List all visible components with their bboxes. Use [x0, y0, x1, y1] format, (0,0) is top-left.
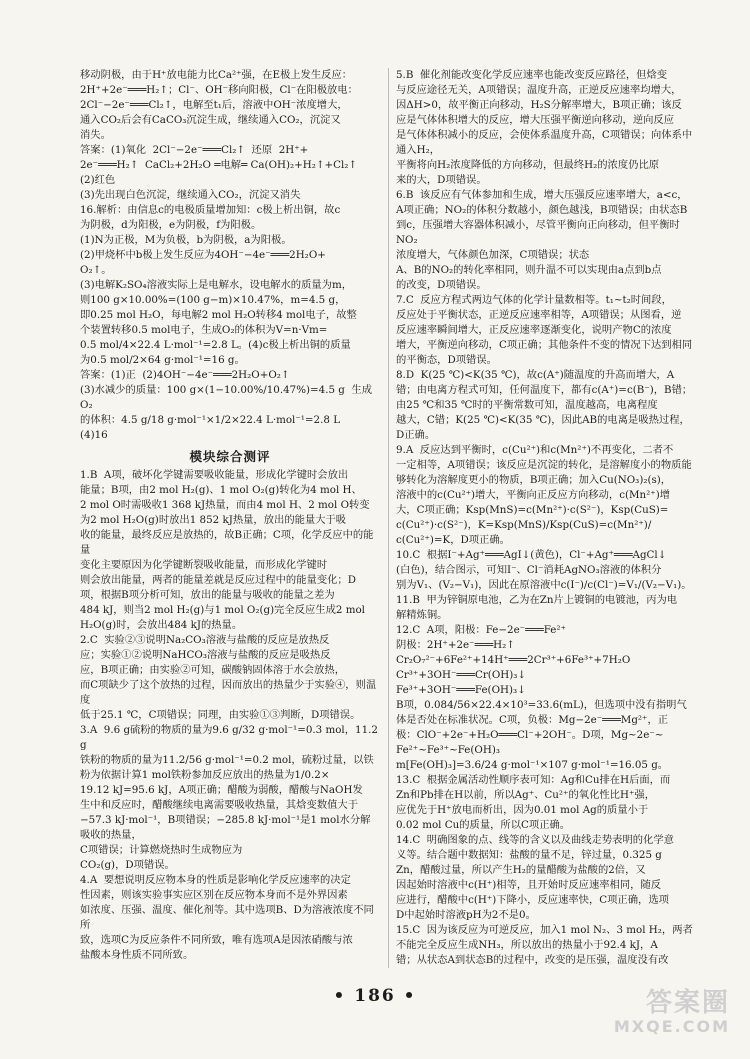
text-line: 1.B A项，破坏化学键需要吸收能量，形成化学键时会放出 [80, 469, 349, 481]
text-line: A项正确；NO₂的体积分数越小，颜色越浅，B项错误；由状态B [396, 204, 688, 216]
section-title: 模块综合测评 [189, 449, 271, 464]
text-line: 2e⁻═══H₂↑ CaCl₂+2H₂O ═电解═ Ca(OH)₂+H₂↑+Cl₂↑ [80, 159, 358, 171]
text-line: 生中和反应时，醋酸继续电离需要吸收热量，其焓变数值大于 [80, 799, 359, 811]
text-line: 大，C项正确；Ksp(MnS)=c(Mn²⁺)·c(S²⁻)，Ksp(CuS)= [396, 504, 669, 516]
text-line: 的体积：4.5 g/18 g·mol⁻¹×1/2×22.4 L·mol⁻¹=2.8 L [80, 414, 341, 426]
text-line: (2)红色 [80, 174, 116, 186]
text-line: 由25 ℃和35 ℃时的平衡常数可知，温度越高，电离程度 [396, 399, 658, 411]
text-line: 极：ClO⁻+2e⁻+H₂O═══Cl⁻+2OH⁻。D项，Mg~2e⁻~ [396, 729, 664, 741]
text-line: 15.C 因为该反应为可逆反应，加入1 mol N₂、3 mol H₂，两者 [396, 924, 693, 936]
text-line: B项，0.084/56×22.4×10³=33.6(mL)，但选项中没有指明气 [396, 699, 687, 711]
text-line: 因ΔH>0，故平衡正向移动，H₂S分解率增大，B项正确；该反 [396, 99, 682, 111]
text-line: (3)电解K₂SO₄溶液实际上是电解水，设电解水的质量为m， [80, 279, 353, 291]
text-line: c(Cu²⁺)·c(S²⁻)，K=Ksp(MnS)/Ksp(CuS)=c(Mn²⁺)/ [396, 519, 652, 531]
text-line: D正确。 [396, 429, 436, 441]
text-line: (2)甲烧杯中b极上发生反应为4OH⁻−4e⁻═══2H₂O+ [80, 249, 326, 261]
text-line: 19.12 kJ=95.6 kJ，A项正确；醋酸为弱酸，醋酸与NaOH发 [80, 784, 363, 796]
text-line: 致，选项C为反应条件不同所致，唯有选项A是因浓硝酸与浓 [80, 934, 353, 946]
text-line: 即0.25 mol H₂O，每电解2 mol H₂O转移4 mol电子，故整 [80, 309, 357, 321]
column-divider [388, 68, 389, 968]
text-line: H₂O(g)时，会放出484 kJ的热量。 [80, 619, 243, 631]
text-line: 不能完全反应生成NH₃，所以放出的热量小于92.4 kJ，A [396, 939, 658, 951]
text-line: 浓度增大，气体颜色加深，C项错误；状态 [396, 249, 590, 261]
text-line: −57.3 kJ·mol⁻¹，B项错误；−285.8 kJ·mol⁻¹是1 mol水分解吸收的热量， [80, 814, 371, 841]
text-line: 来的大，D项错误。 [396, 174, 487, 186]
text-line: Zn，醋酸过量，所以产生H₂的量醋酸为盐酸的2倍，又 [396, 864, 646, 876]
text-line: 是气体体积减小的反应，会使体系温度升高，C项错误；向体系中通入H₂， [396, 129, 693, 156]
text-line: 与反应途径无关，A项错误；温度升高，正逆反应速率均增大， [396, 84, 682, 96]
watermark-text: 答案圈 [645, 988, 730, 1018]
text-line: 义等。结合题中数据知：盐酸的量不足，锌过量，0.325 g [396, 849, 662, 861]
text-line: 应，B项正确；由实验②可知，碳酸钠固体溶于水会放热， [80, 664, 345, 676]
text-line: 13.C 根据金属活动性顺序表可知：Ag和Cu排在H后面，而 [396, 774, 671, 786]
text-line: 能量；B项，由2 mol H₂(g)、1 mol O₂(g)转化为4 mol H、 [80, 484, 362, 496]
page-number: • 186 • [333, 986, 417, 1006]
text-line: 8.D K(25 ℃)<K(35 ℃)，故c(A⁺)随温度的升高而增大，A [396, 369, 675, 381]
watermark-url: MXQE.COM [613, 1017, 730, 1036]
text-line: 0.02 mol Cu的质量，所以C项正确。 [396, 819, 571, 831]
text-line: 4.A 要想说明反应物本身的性质是影响化学反应速率的决定 [80, 874, 351, 886]
text-line: CO₂(g)，D项错误。 [80, 859, 175, 871]
text-line: Cr₂O₇²⁻+6Fe²⁺+14H⁺═══2Cr³⁺+6Fe³⁺+7H₂O [396, 654, 631, 666]
text-line: 移动阴极，由于H⁺放电能力比Ca²⁺强，在E极上发生反应： [80, 69, 353, 81]
text-line: O₂↑。 [80, 264, 112, 276]
text-line: 则100 g×10.00%=(100 g−m)×10.47%，m=4.5 g， [80, 294, 346, 306]
text-line: 到c，压强增大容器体积减小，尽管平衡向正向移动，但平衡时NO₂ [396, 219, 680, 246]
text-line: (1)N为正极，M为负极，b为阴极，a为阳极。 [80, 234, 292, 246]
text-line: 2.C 实验②③说明Na₂CO₃溶液与盐酸的反应是放热反 [80, 634, 330, 646]
text-line: 错；从状态A到状态B的过程中，改变的是压强，温度没有改 [396, 954, 669, 966]
text-line: 2H⁺+2e⁻═══H₂↑；Cl⁻、OH⁻移向阳极，Cl⁻在阳极放电： [80, 84, 358, 96]
text-line: 12.C A项，阳极：Fe−2e⁻═══Fe²⁺ [396, 624, 566, 636]
text-line: 体是否处在标准状况。C项，负极：Mg−2e⁻═══Mg²⁺，正 [396, 714, 669, 726]
text-line: Zn和Pb排在H以前，所以Ag⁺、Cu²⁺的氧化性比H⁺强， [396, 789, 655, 801]
text-line: 铁粉的物质的量为11.2/56 g·mol⁻¹=0.2 mol，硫粉过量，以铁 [80, 754, 374, 766]
text-line: 阴极：2H⁺+2e⁻═══H₂↑ [396, 639, 515, 651]
text-line: 10.C 根据I⁻+Ag⁺═══AgI↓(黄色)，Cl⁻+Ag⁺═══AgCl↓ [396, 549, 667, 561]
text-line: 一定相等，A项错误；该反应是沉淀的转化，是溶解度小的物质能 [396, 459, 692, 471]
text-line: C项错误；计算燃烧热时生成物应为 [80, 844, 243, 856]
text-line: 增大，平衡逆向移动，C项正确；其他条件不变的情况下达到相同 [396, 339, 693, 351]
text-line: 解精炼铜。 [396, 609, 448, 621]
text-line: 5.B 催化剂能改变化学反应速率也能改变反应路径，但焓变 [396, 69, 668, 81]
text-line: 为0.5 mol/2×64 g·mol⁻¹=16 g。 [80, 354, 245, 366]
text-line: 而C项缺少了这个放热的过程，因而放出的热量少于实验④，则温度 [80, 679, 377, 706]
text-line: 2 mol O时需吸收1 368 kJ热量，而由4 mol H、2 mol O转变 [80, 499, 370, 511]
text-line: 应；实验①②说明NaHCO₃溶液与盐酸的反应是吸热反 [80, 649, 331, 661]
text-line: 484 kJ，则当2 mol H₂(g)与1 mol O₂(g)完全反应生成2 mol [80, 604, 365, 616]
left-column [80, 68, 380, 963]
text-line: 反应速率瞬间增大，正反应速率逐渐变化，说明产物C的浓度 [396, 324, 672, 336]
text-line: 别为V₁、(V₂−V₁)，因此在原溶液中c(I⁻)/c(Cl⁻)=V₁/(V₂−V₁)。 [396, 579, 692, 591]
text-line: 项，根据B项分析可知，放出的能量与吸收的能量之差为 [80, 589, 335, 601]
text-line: 9.A 反应达到平衡时，c(Cu²⁺)和c(Mn²⁺)不再变化，二者不 [396, 444, 674, 456]
text-line: 越大，C错；K(25 ℃)<K(35 ℃)，因此AB的电离是吸热过程， [396, 414, 690, 426]
text-line: 答案：(1)正 (2)4OH⁻−4e⁻═══2H₂O+O₂↑ [80, 369, 290, 381]
text-line: 则会放出能量，两者的能量差就是反应过程中的能量变化；D [80, 574, 356, 586]
text-line: 变化主要原因为化学键断裂吸收能量，而形成化学键时 [80, 559, 328, 571]
text-line: 14.C 明确图象的点、线等的含义以及曲线走势表明的化学意 [396, 834, 674, 846]
text-line: Fe³⁺+3OH⁻═══Fe(OH)₃↓ [396, 684, 526, 696]
text-line: 错；由电离方程式可知，任何温度下，都有c(A⁺)=c(B⁻)，B错； [396, 384, 693, 396]
text-line: 应优先于H⁺放电而析出，因为0.01 mol Ag的质量小于 [396, 804, 649, 816]
text-line: 3.A 9.6 g硫粉的物质的量为9.6 g/32 g·mol⁻¹=0.3 mol，11.2 g [80, 724, 382, 751]
text-line: A、B的NO₂的转化率相同，则升温不可以实现由a点到b点 [396, 264, 662, 276]
text-line: 为阴极，d为阳极，e为阴极，f为阳极。 [80, 219, 262, 231]
text-line: 16.解析：由信息c的电极质量增加知：c极上析出铜，故c [80, 204, 341, 216]
text-line: Cr³⁺+3OH⁻═══Cr(OH)₃↓ [396, 669, 527, 681]
text-line: 粉为依据计算1 mol铁粉参加反应放出的热量为1/0.2× [80, 769, 330, 781]
text-line: 性因素，则该实验事实应区别在反应物本身而不是外界因素 [80, 889, 348, 901]
right-column [396, 68, 696, 968]
text-line: 6.B 该反应有气体参加和生成，增大压强反应速率增大，a<c， [396, 189, 688, 201]
text-line: 为2 mol H₂O(g)时放出1 852 kJ热量，放出的能量大于吸 [80, 514, 347, 526]
text-line: c(Cu²⁺)=K，D项正确。 [396, 534, 510, 546]
text-line: 11.B 甲为锌铜原电池，乙为在Zn片上镀铜的电镀池，丙为电 [396, 594, 678, 606]
text-line: (3)水减少的质量：100 g×(1−10.00%/10.47%)=4.5 g 生成O₂ [80, 384, 373, 411]
text-line: 应是气体体积增大的反应，增大压强平衡逆向移动，逆向反应 [396, 114, 675, 126]
text-line: 盐酸本身性质不同所致。 [80, 949, 194, 961]
watermark-logo [613, 988, 730, 1039]
text-line: 应进行，醋酸中c(H⁺)下降小，反应速率快，C项正确，选项 [396, 894, 669, 906]
text-line: 如浓度、压强、温度、催化剂等。其中选项B、D为溶液浓度不同所 [80, 904, 374, 931]
text-line: 平衡将向H₂浓度降低的方向移动，但最终H₂的浓度仍比原 [396, 159, 660, 171]
text-line: 的平衡态，D项错误。 [396, 354, 497, 366]
left-top-block [80, 68, 380, 443]
text-line: D中起始时溶液pH为2不是0。 [396, 909, 536, 921]
text-line: 因起始时溶液中c(H⁺)相等，且开始时反应速率相同，随反 [396, 879, 662, 891]
text-line: 低于25.1 ℃，C项错误；同理，由实验①③判断，D项错误。 [80, 709, 361, 721]
text-line: 2Cl⁻−2e⁻═══Cl₂↑，电解至t₁后，溶液中OH⁻浓度增大， [80, 99, 348, 111]
text-line: (白色)，结合图示，可知I⁻、Cl⁻消耗AgNO₃溶液的体积分 [396, 564, 662, 576]
text-line: 反应处于平衡状态，正逆反应速率相等，A项错误；从图看，逆 [396, 309, 682, 321]
text-line: 答案：(1)氧化 2Cl⁻−2e⁻═══Cl₂↑ 还原 2H⁺+ [80, 144, 309, 156]
text-line: 够转化为溶解度更小的物质，B项正确；加入Cu(NO₃)₂(s)， [396, 474, 672, 486]
text-line: Fe²⁺~Fe³⁺~Fe(OH)₃ [396, 744, 500, 756]
text-line: (3)先出现白色沉淀，继续通入CO₂，沉淀又消失 [80, 189, 301, 201]
text-line: 7.C 反应方程式两边气体的化学计量数相等。t₁~t₂时间段， [396, 294, 672, 306]
text-line: (4)16 [80, 429, 108, 441]
text-line: 个装置转移0.5 mol电子，生成O₂的体积为V=n·Vm= [80, 324, 328, 336]
text-line: m[Fe(OH)₃]=3.6/24 g·mol⁻¹×107 g·mol⁻¹=16.05 g。 [396, 759, 669, 771]
left-bottom-block [80, 468, 380, 963]
text-line: 消失。 [80, 129, 111, 141]
text-line: 0.5 mol/4×22.4 L·mol⁻¹=2.8 L。(4)c极上析出铜的质量 [80, 339, 351, 351]
text-line: 的改变，D项错误。 [396, 279, 487, 291]
text-line: 溶液中的c(Cu²⁺)增大，平衡向正反应方向移动，c(Mn²⁺)增 [396, 489, 671, 501]
text-line: 通入CO₂后会有CaCO₃沉淀生成，继续通入CO₂，沉淀又 [80, 114, 341, 126]
text-line: 收的能量，最终反应是放热的，故B正确；C项，化学反应中的能量 [80, 529, 374, 556]
